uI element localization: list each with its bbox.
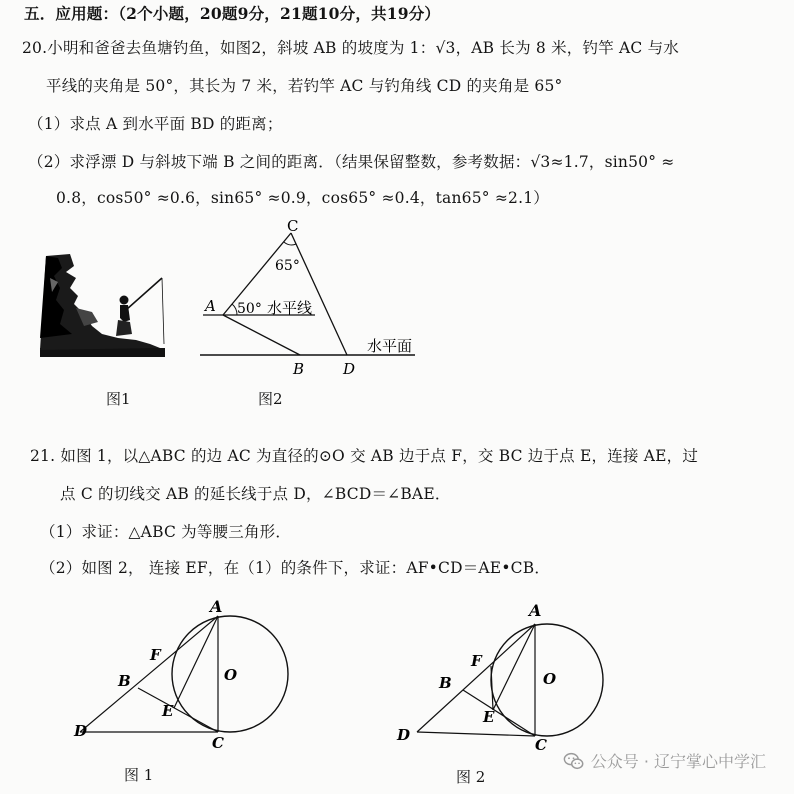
segment-dc-2 bbox=[417, 732, 535, 736]
q21-fig2-caption: 图 2 bbox=[456, 768, 486, 786]
q20-fig2-caption: 图2 bbox=[258, 390, 283, 408]
wechat-icon bbox=[563, 750, 585, 772]
angle-65-arc bbox=[284, 242, 296, 245]
label-angle-50: 50° bbox=[237, 301, 262, 317]
q20-part2-line2: 0.8，cos50° ≈0.6，sin65° ≈0.9，cos65° ≈0.4，tan65° ≈2.1） bbox=[56, 189, 549, 207]
fig2-label-f: F bbox=[471, 652, 482, 670]
q20-part1: （1）求点 A 到水平面 BD 的距离； bbox=[28, 115, 283, 133]
label-horizontal-line: 水平线 bbox=[267, 299, 313, 317]
fig1-label-e: E bbox=[162, 702, 174, 720]
fig2-label-c: C bbox=[535, 736, 547, 754]
fig2-label-d: D bbox=[397, 726, 411, 744]
fig2-label-a: A bbox=[529, 601, 542, 620]
q20-part2-line1: （2）求浮漂 D 与斜坡下端 B 之间的距离．（结果保留整数，参考数据：√3≈1.7，sin50° ≈ bbox=[28, 153, 675, 171]
q21-fig1-diagram bbox=[70, 596, 300, 756]
q21-fig1-caption: 图 1 bbox=[124, 766, 154, 784]
q20-line1: 20.小明和爸爸去鱼塘钓鱼，如图2，斜坡 AB 的坡度为 1：√3，AB 长为 8 米，钓竿 AC 与水 bbox=[22, 39, 680, 57]
q21-line1: 21. 如图 1，以△ABC 的边 AC 为直径的⊙O 交 AB 边于点 F，交 BC 边于点 E，连接 AE，过 bbox=[30, 447, 699, 465]
q20-fig2-diagram bbox=[195, 215, 435, 380]
q20-fig1-fisherman-image bbox=[40, 248, 170, 360]
watermark-text: 公众号 · 辽宁掌心中学汇 bbox=[590, 752, 766, 771]
q21-line2: 点 C 的切线交 AB 的延长线于点 D，∠BCD＝∠BAE． bbox=[60, 485, 451, 503]
fig2-label-o: O bbox=[543, 670, 557, 688]
label-c: C bbox=[287, 217, 299, 235]
label-a: A bbox=[205, 297, 216, 315]
q21-fig2-diagram bbox=[395, 596, 625, 756]
fig1-label-a: A bbox=[210, 597, 223, 616]
segment-ae-2 bbox=[493, 624, 535, 710]
fig2-label-e: E bbox=[483, 708, 495, 726]
fig2-label-b: B bbox=[439, 674, 452, 692]
q20-line2: 平线的夹角是 50°，其长为 7 米，若钓竿 AC 与钓角线 CD 的夹角是 65° bbox=[46, 77, 563, 95]
fig1-label-d: D bbox=[74, 722, 88, 740]
segment-ad bbox=[80, 616, 218, 732]
section-header: 五．应用题：（2个小题，20题9分，21题10分，共19分） bbox=[24, 4, 441, 23]
segment-ad-2 bbox=[417, 624, 535, 732]
q21-part1: （1）求证：△ABC 为等腰三角形． bbox=[40, 523, 292, 541]
fig1-label-b: B bbox=[118, 672, 131, 690]
slope-ab bbox=[223, 315, 300, 355]
fig1-label-f: F bbox=[150, 646, 161, 664]
q20-fig1-caption: 图1 bbox=[106, 390, 131, 408]
fig1-label-o: O bbox=[224, 666, 238, 684]
fishing-line-cd bbox=[291, 233, 347, 355]
segment-ae bbox=[174, 616, 218, 708]
fig1-label-c: C bbox=[212, 734, 224, 752]
watermark bbox=[563, 749, 766, 772]
q21-part2: （2）如图 2， 连接 EF，在（1）的条件下，求证：AF•CD＝AE•CB． bbox=[40, 559, 551, 577]
label-angle-65: 65° bbox=[275, 258, 300, 274]
label-b: B bbox=[293, 360, 305, 378]
label-water-surface: 水平面 bbox=[367, 337, 413, 355]
segment-bc bbox=[138, 688, 218, 732]
label-d: D bbox=[343, 360, 356, 378]
